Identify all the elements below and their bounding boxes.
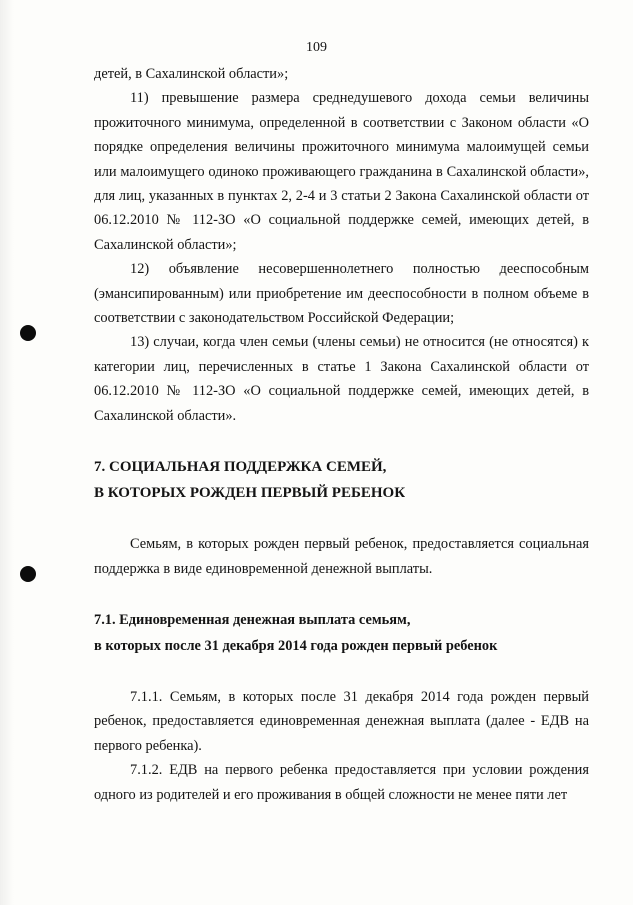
paragraph-continuation: детей, в Сахалинской области»;: [94, 66, 289, 82]
paragraph-item-12: 12) объявление несовершеннолетнего полностью дееспособным (эмансипированным) или приобретение им дееспособности в полном объеме в соответствии с законодательством Российской Федерации;: [94, 261, 589, 327]
section-7-title-line-1: 7. СОЦИАЛЬНАЯ ПОДДЕРЖКА СЕМЕЙ,: [94, 459, 387, 476]
paragraph-item-13: 13) случаи, когда член семьи (члены семьи) не относится (не относятся) к категории лиц, перечисленных в статье 1 Закона Сахалинской области от 06.12.2010 № 112-ЗО «О социальной поддержке семей, имеющих детей, в Сахалинской области».: [94, 334, 589, 424]
section-7-1-title-line-2: в которых после 31 декабря 2014 года рожден первый ребенок: [94, 637, 498, 654]
punch-hole-top: [20, 325, 36, 341]
section-7-intro: Семьям, в которых рожден первый ребенок, предоставляется социальная поддержка в виде единовременной денежной выплаты.: [94, 536, 589, 577]
paragraph-7-1-2: 7.1.2. ЕДВ на первого ребенка предоставляется при условии рождения одного из родителей и его проживания в общей сложности не менее пяти лет: [94, 762, 589, 803]
paragraph-item-11: 11) превышение размера среднедушевого дохода семьи величины прожиточного минимума, определенной в соответствии с Законом области «О порядке определения величины прожиточного минимума малоимущей семьи или малоимущего одиноко проживающего гражданина в Сахалинской области», для лиц, указанных в пунктах 2, 2-4 и 3 статьи 2 Закона Сахалинской области от 06.12.2010 № 112-ЗО «О социальной поддержке семей, имеющих детей, в Сахалинской области»;: [94, 90, 589, 253]
punch-hole-bottom: [20, 566, 36, 582]
page-body: [94, 62, 589, 807]
section-7-title-line-2: В КОТОРЫХ РОЖДЕН ПЕРВЫЙ РЕБЕНОК: [94, 485, 406, 502]
paragraph-7-1-1: 7.1.1. Семьям, в которых после 31 декабря 2014 года рожден первый ребенок, предоставляется единовременная денежная выплата (далее - ЕДВ на первого ребенка).: [94, 688, 589, 754]
page-number: 109: [306, 40, 327, 55]
scan-edge-shadow: [0, 0, 14, 905]
section-7-1-title-line-1: 7.1. Единовременная денежная выплата семьям,: [94, 611, 411, 628]
